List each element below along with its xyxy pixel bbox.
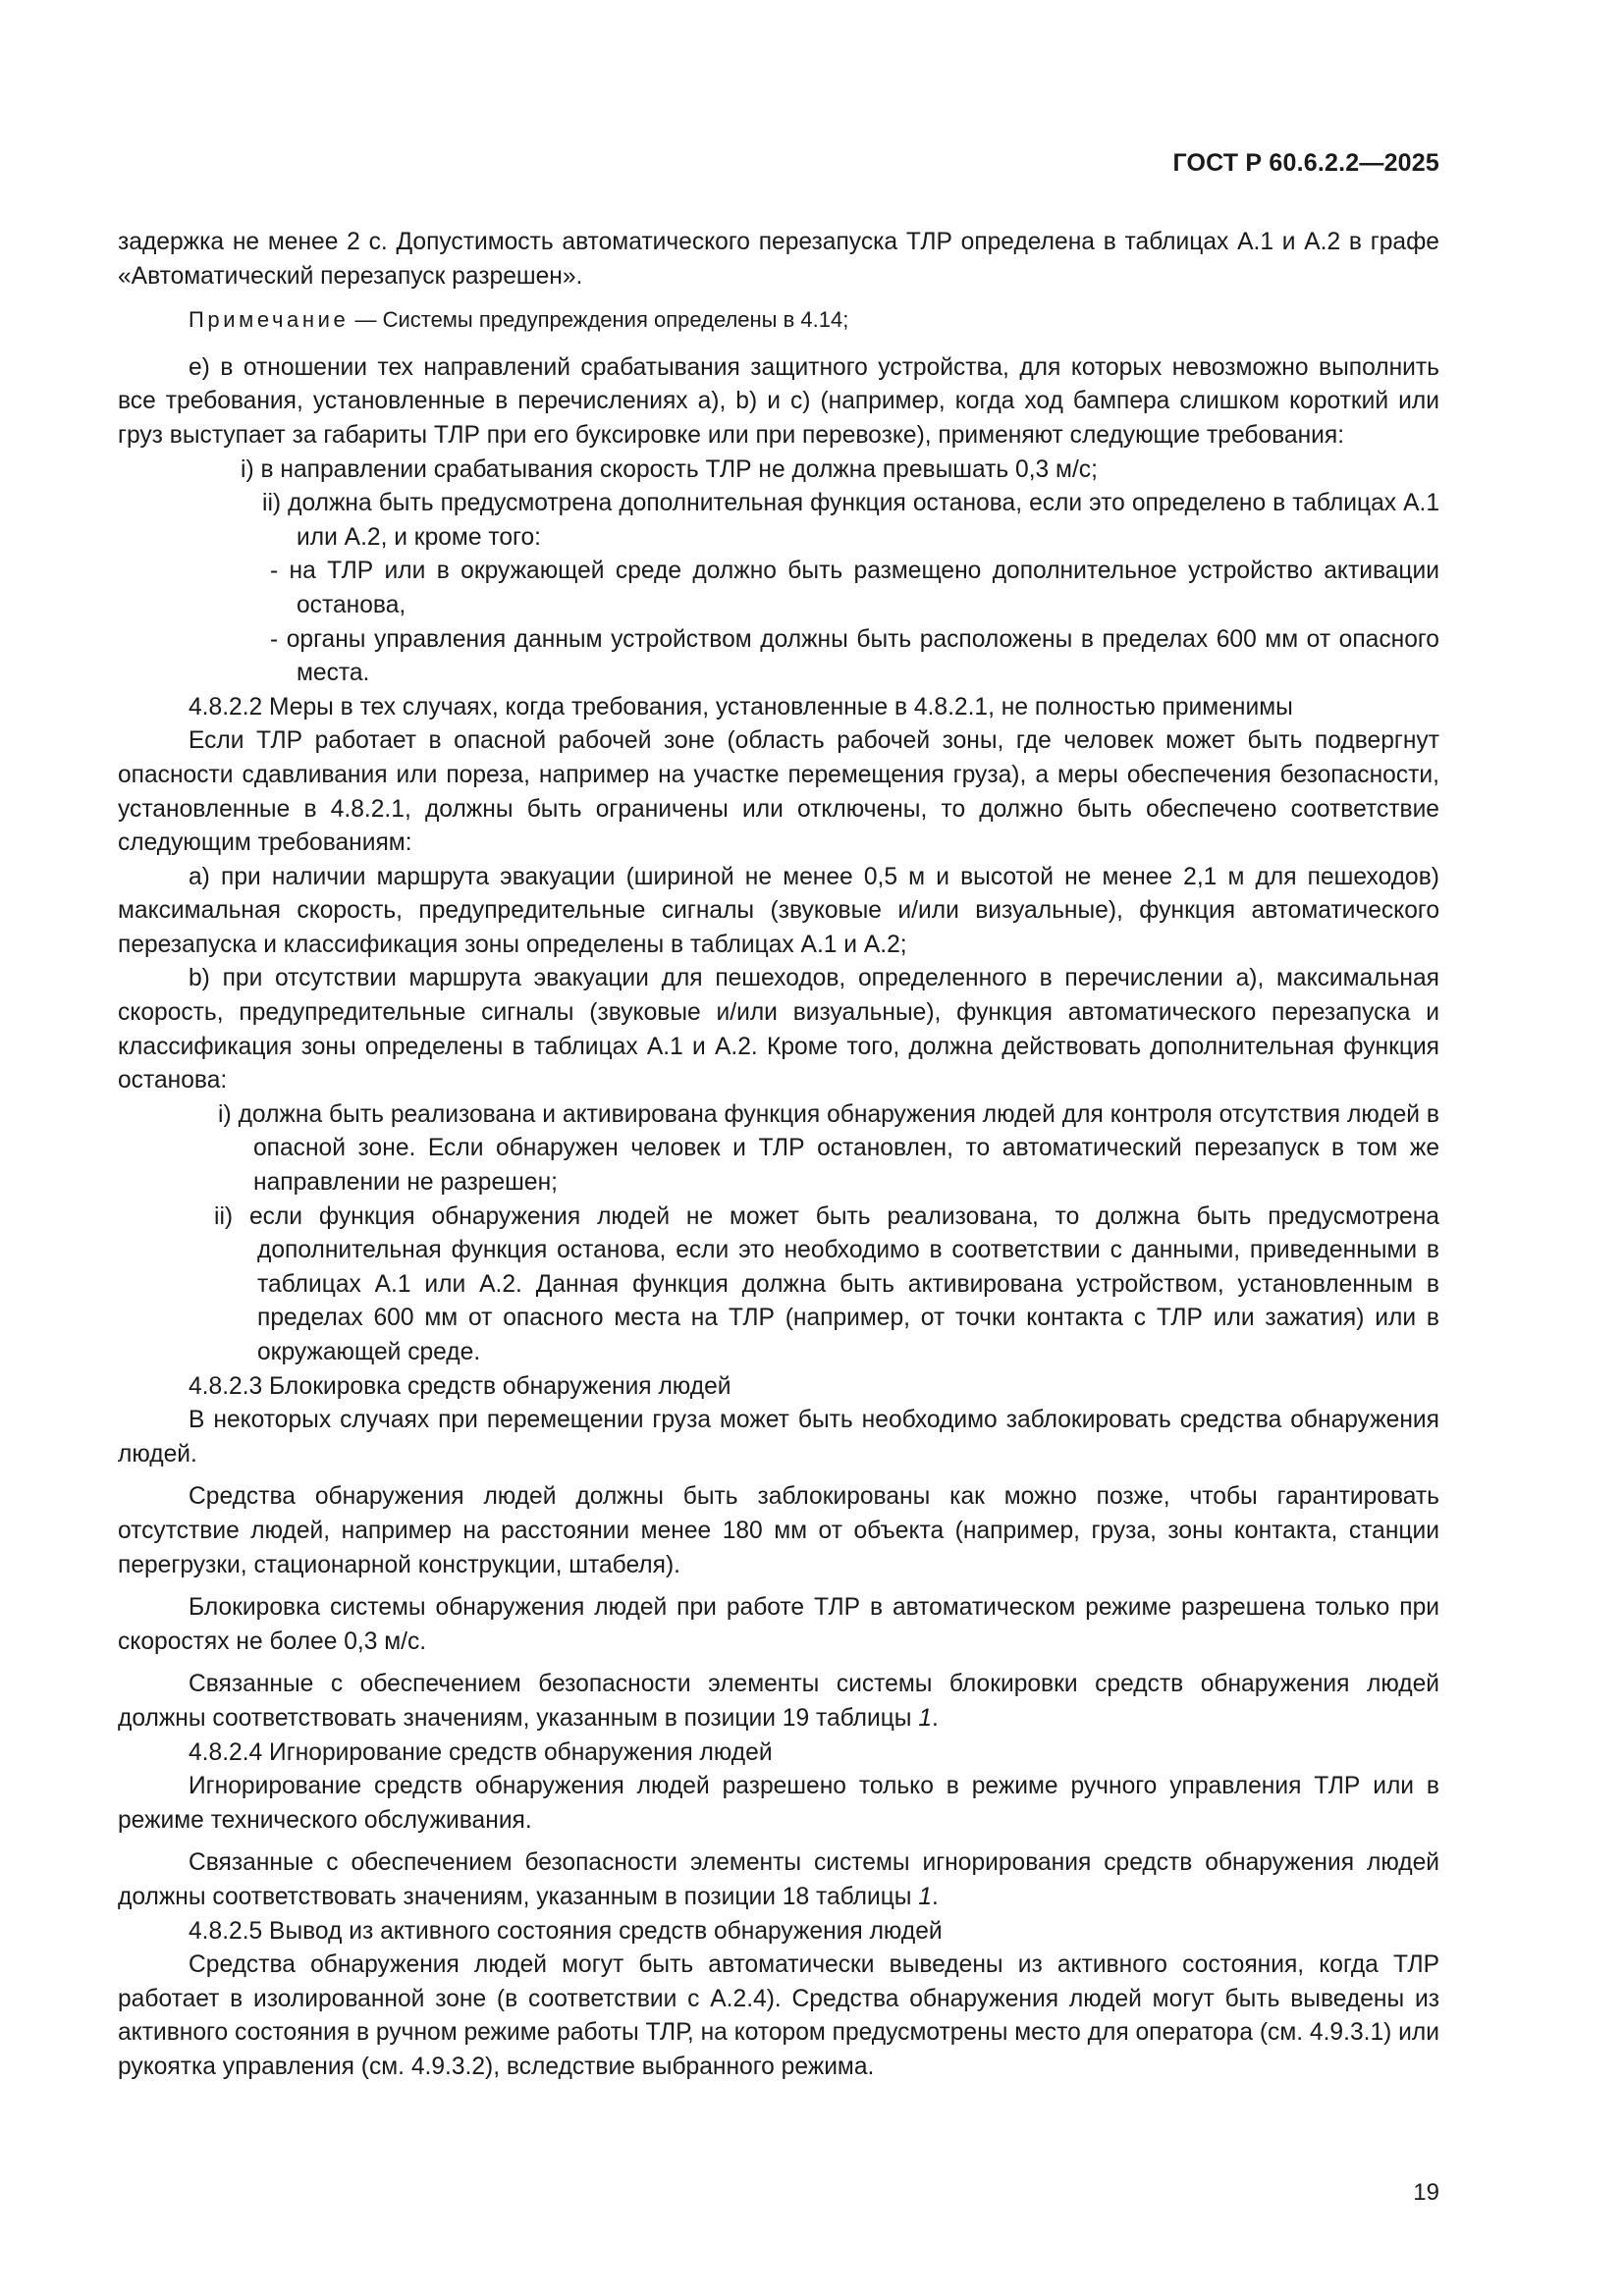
paragraph: В некоторых случаях при перемещении груза может быть необходимо заблокировать средства обнаружения людей. (118, 1407, 1439, 1468)
paragraph: Связанные с обеспечением безопасности элементы системы игнорирования средств обнаружения людей должны соответствовать значениям, указанным в позиции 18 таблицы 1. (118, 1849, 1439, 1910)
sub-item-i: i) должна быть реализована и активирована функция обнаружения людей для контроля отсутствия людей в опасной зоне. Если обнаружен человек и ТЛР остановлен, то автоматический перезапуск в том же направлении не разрешен; (218, 1100, 1439, 1197)
paragraph: задержка не менее 2 с. Допустимость автоматического перезапуска ТЛР определена в таблицах А.1 и А.2 в графе «Автоматический перезапуск разрешен». (118, 229, 1439, 290)
paragraph: Средства обнаружения людей должны быть заблокированы как можно позже, чтобы гарантировать отсутствие людей, например на расстоянии менее 180 мм от объекта (например, груза, зоны контакта, станции перегрузки, стационарной конструкции, штабеля). (118, 1483, 1439, 1578)
table-reference: 1 (918, 1883, 933, 1910)
sub-item-i: i) в направлении срабатывания скорость ТЛР не должна превышать 0,3 м/с; (241, 455, 1098, 483)
dash-item: - на ТЛР или в окружающей среде должно быть размещено дополнительное устройство активации останова, (270, 558, 1439, 618)
section-heading-4824: 4.8.2.4 Игнорирование средств обнаружения людей (189, 1738, 773, 1766)
paragraph-text: Связанные с обеспечением безопасности элементы системы игнорирования средств обнаружения людей должны соответствовать значениям, указанным в позиции 18 таблицы (118, 1849, 1439, 1910)
note-label: Примечание (189, 307, 350, 333)
page-number: 19 (1413, 2179, 1439, 2206)
paragraph-text: Связанные с обеспечением безопасности элементы системы блокировки средств обнаружения людей должны соответствовать значениям, указанным в позиции 19 таблицы (118, 1671, 1439, 1732)
paragraph: Средства обнаружения людей могут быть автоматически выведены из активного состояния, когда ТЛР работает в изолированной зоне (в соответствии с А.2.4). Средства обнаружения людей могут быть выведены из активного состояния в ручном режиме работы ТЛР, на котором предусмотрены место для оператора (см. 4.9.3.1) или рукоятка управления (см. 4.9.3.2), вследствие выбранного режима. (118, 1951, 1439, 2080)
note-text: — Системы предупреждения определены в 4.14; (349, 307, 849, 333)
paragraph: Связанные с обеспечением безопасности элементы системы блокировки средств обнаружения людей должны соответствовать значениям, указанным в позиции 19 таблицы 1. (118, 1671, 1439, 1732)
paragraph: Если ТЛР работает в опасной рабочей зоне (область рабочей зоны, где человек может быть подвергнут опасности сдавливания или пореза, например на участке перемещения груза), а меры обеспечения безопасности, установленные в 4.8.2.1, должны быть ограничены или отключены, то должно быть обеспечено соответствие следующим требованиям: (118, 727, 1439, 857)
section-heading-4822: 4.8.2.2 Меры в тех случаях, когда требования, установленные в 4.8.2.1, не полностью применимы (189, 693, 1293, 721)
list-item-b: b) при отсутствии маршрута эвакуации для пешеходов, определенного в перечислении a), максимальная скорость, предупредительные сигналы (звуковые и/или визуальные), функция автоматического перезапуска и классификация зоны определены в таблицах А.1 и А.2. Кроме того, должна действовать дополнительная функция останова: (118, 965, 1439, 1095)
list-item-a: a) при наличии маршрута эвакуации (шириной не менее 0,5 м и высотой не менее 2,1 м для пешеходов) максимальная скорость, предупредительные сигналы (звуковые и/или визуальные), функция автоматического перезапуска и классификация зоны определены в таблицах А.1 и А.2; (118, 863, 1439, 958)
sub-item-ii: ii) если функция обнаружения людей не может быть реализована, то должна быть предусмотрена дополнительная функция останова, если это необходимо в соответствии с данными, приведенными в таблицах А.1 или А.2. Данная функция должна быть активирована устройством, установленным в пределах 600 мм от опасного места на ТЛР (например, от точки контакта с ТЛР или зажатия) или в окружающей среде. (214, 1202, 1439, 1365)
document-page (118, 0, 1439, 2296)
dash-item: - органы управления данным устройством должны быть расположены в пределах 600 мм от опасного места. (270, 625, 1439, 687)
sub-item-ii: ii) должна быть предусмотрена дополнительная функция останова, если это определено в таблицах А.1 или А.2, и кроме того: (262, 490, 1439, 551)
section-heading-4825: 4.8.2.5 Вывод из активного состояния средств обнаружения людей (189, 1917, 943, 1945)
paragraph: Блокировка системы обнаружения людей при работе ТЛР в автоматическом режиме разрешена только при скоростях не более 0,3 м/с. (118, 1594, 1439, 1655)
paragraph: Игнорирование средств обнаружения людей разрешено только в режиме ручного управления ТЛР или в режиме технического обслуживания. (118, 1773, 1439, 1834)
note (118, 303, 1439, 338)
list-item-e: e) в отношении тех направлений срабатывания защитного устройства, для которых невозможно выполнить все требования, установленные в перечислениях a), b) и c) (например, когда ход бампера слишком короткий или груз выступает за габариты ТЛР при его буксировке или при перевозке), применяют следующие требования: (118, 353, 1439, 449)
table-reference: 1 (918, 1704, 933, 1732)
document-body (118, 226, 1439, 2084)
standard-designation: ГОСТ Р 60.6.2.2—2025 (1172, 149, 1439, 177)
section-heading-4823: 4.8.2.3 Блокировка средств обнаружения людей (189, 1372, 731, 1400)
